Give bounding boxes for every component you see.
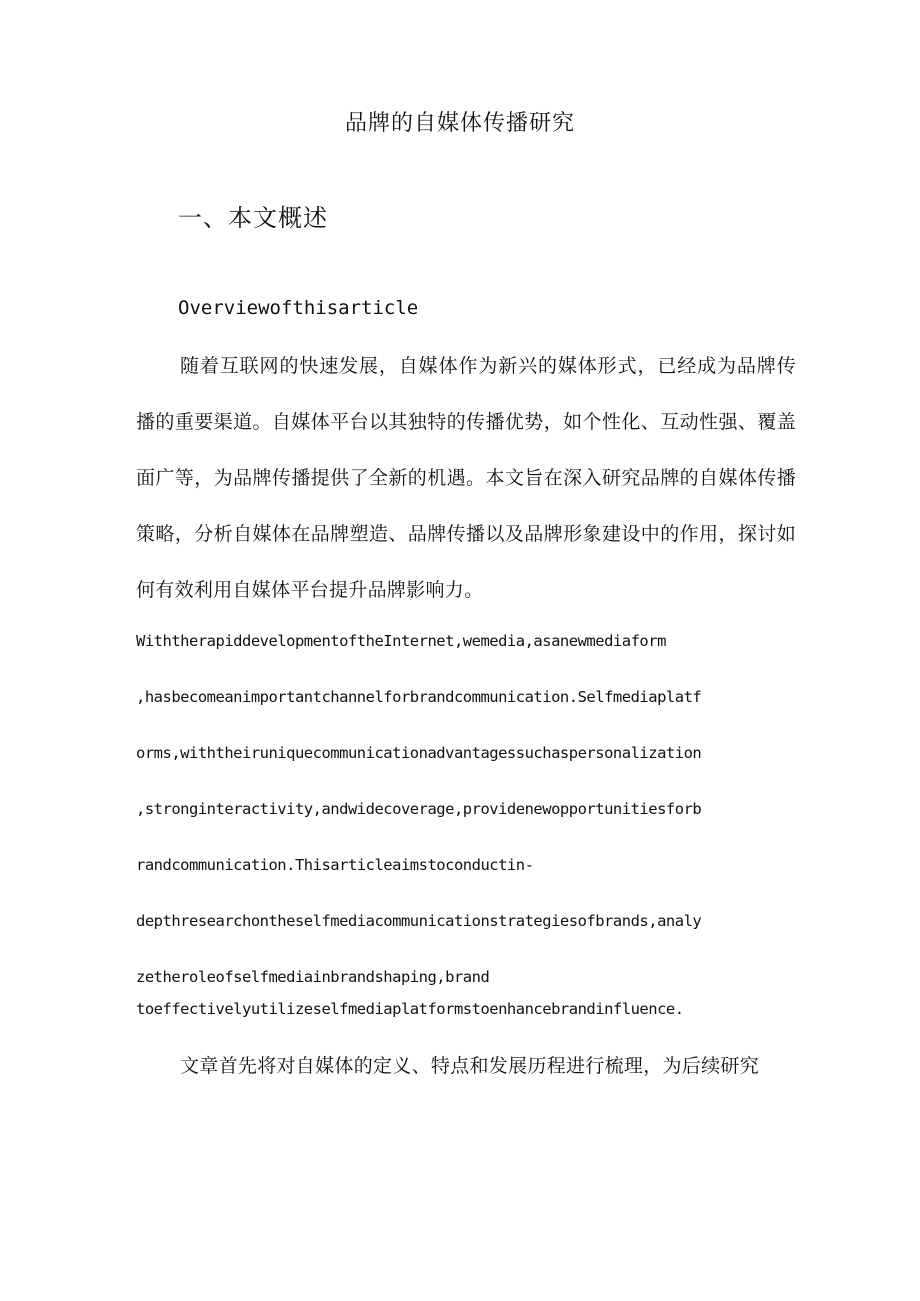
english-line: WiththerapiddevelopmentoftheInternet,wemedia,asanewmediaform — [136, 632, 666, 650]
document-title: 品牌的自媒体传播研究 — [344, 111, 575, 136]
english-line: toeffectivelyutilizeselfmediaplatformstoenhancebrandinfluence. — [136, 1000, 684, 1018]
section-heading-english: Overviewofthisarticle — [178, 297, 419, 319]
english-line: ,stronginteractivity,andwidecoverage,providenewopportunitiesforb — [136, 800, 702, 818]
paragraph-chinese-next: 文章首先将对自媒体的定义、特点和发展历程进行梳理，为后续研究 — [180, 1055, 760, 1077]
english-line: zetheroleofselfmediainbrandshaping,brand — [136, 968, 490, 986]
english-line: randcommunication.Thisarticleaimstoconductin- — [136, 856, 534, 874]
english-line: ,hasbecomeanimportantchannelforbrandcommunication.Selfmediaplatf — [136, 688, 702, 706]
section-heading: 一、本文概述 — [178, 204, 328, 232]
paragraph-chinese-intro: 随着互联网的快速发展，自媒体作为新兴的媒体形式，已经成为品牌传播的重要渠道。自媒体平台以其独特的传播优势，如个性化、互动性强、覆盖面广等，为品牌传播提供了全新的机遇。本文旨在深入研究品牌的自媒体传播策略，分析自媒体在品牌塑造、品牌传播以及品牌形象建设中的作用，探讨如何有效利用自媒体平台提升品牌影响力。 — [136, 355, 796, 601]
english-line: depthresearchontheselfmediacommunicationstrategiesofbrands,analy — [136, 912, 702, 930]
english-line: orms,withtheiruniquecommunicationadvantagessuchaspersonalization — [136, 744, 702, 762]
